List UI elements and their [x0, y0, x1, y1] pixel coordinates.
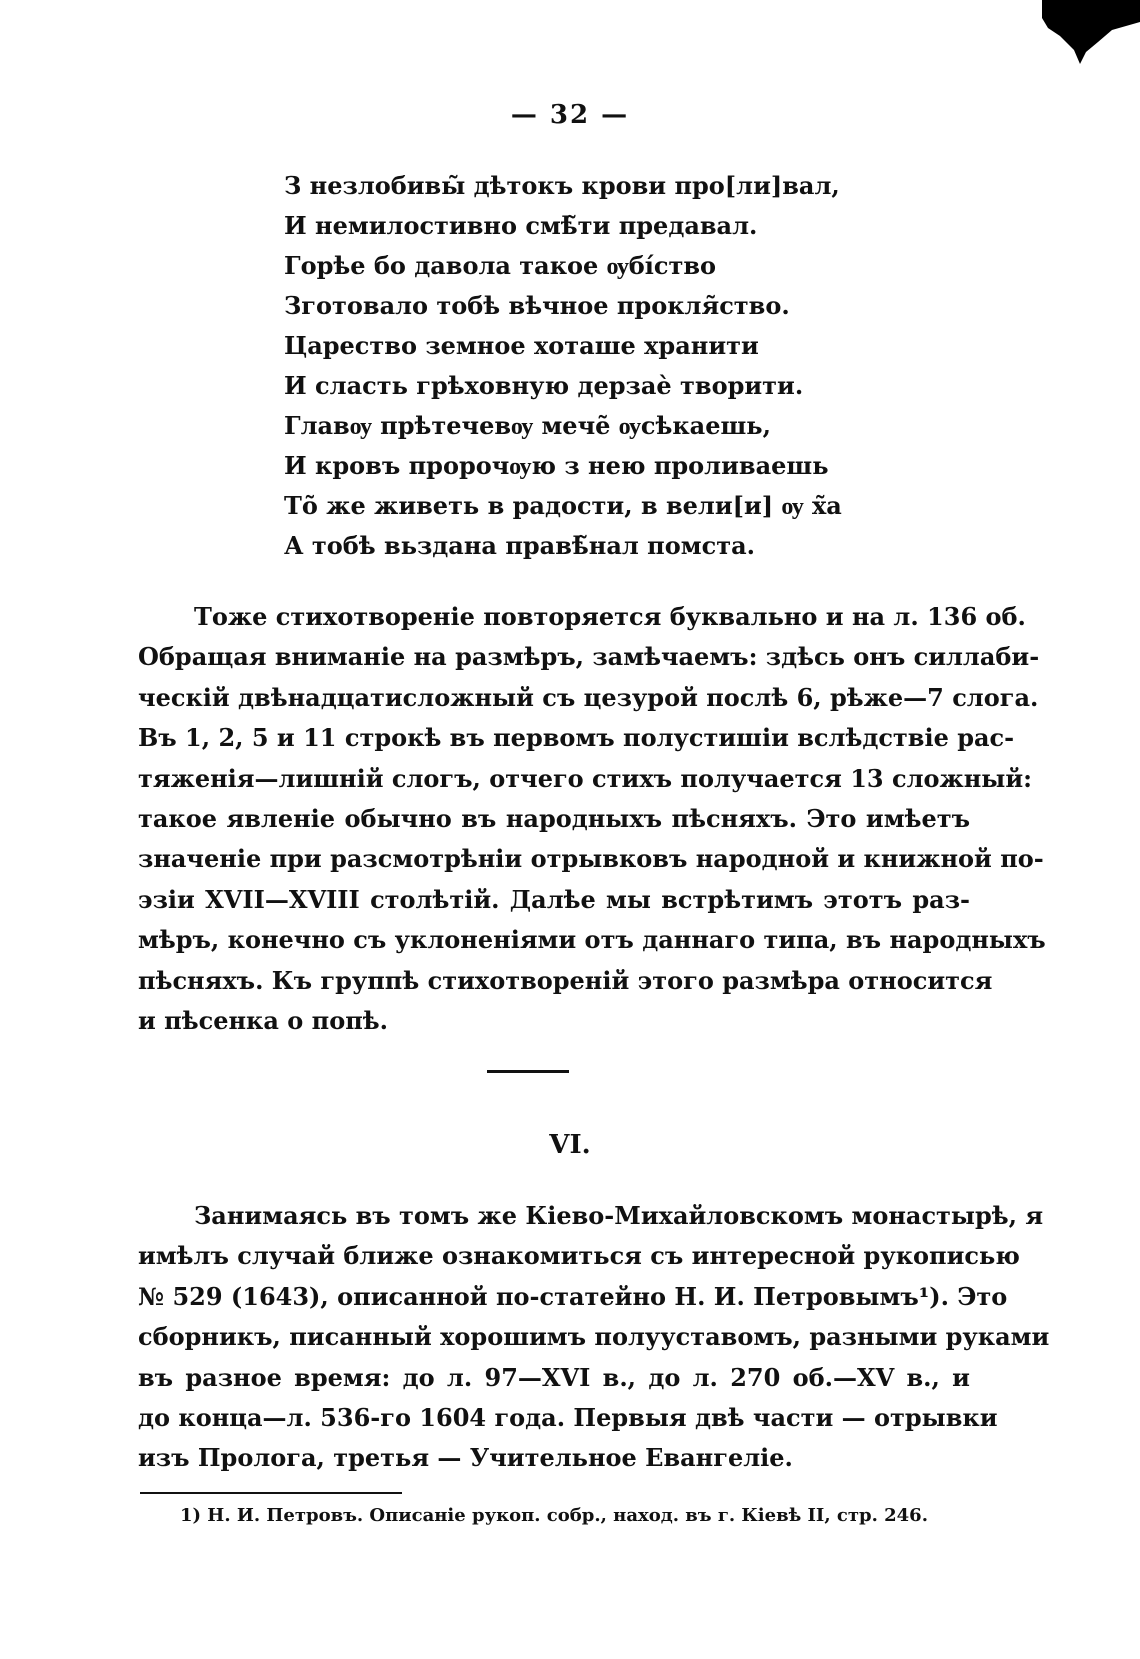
poem-line: Царество земное хоташе хранити: [284, 331, 759, 360]
poem: [284, 166, 904, 566]
paragraph-line: Въ 1, 2, 5 и 11 строкѣ въ первомъ полустишіи вслѣдствіе рас-: [138, 723, 1015, 753]
poem-line: Горѣе бо давола такое ѹбі́ство: [284, 251, 717, 280]
paragraph-line: № 529 (1643), описанной по-статейно Н. И. Петровымъ¹). Это: [138, 1281, 1008, 1311]
paragraph-line: имѣлъ случай ближе ознакомиться съ интересной рукописью: [138, 1241, 1020, 1271]
poem-line: З незлобивы̃ дѣтокъ крови про[ли]вал,: [284, 171, 840, 200]
poem-line: И немилостивно смѣ̃ти предавал.: [284, 211, 758, 240]
paragraph-line: Обращая вниманіе на размѣръ, замѣчаемъ: здѣсь онъ силлаби-: [138, 642, 1040, 672]
paragraph-meter-analysis: [138, 597, 1046, 1041]
paragraph-line: значеніе при разсмотрѣніи отрывковъ народной и книжной по-: [138, 844, 1044, 874]
poem-line: И сласть грѣховную дерзаѐ творити.: [284, 371, 804, 400]
paragraph-line: и пѣсенка о попѣ.: [138, 1005, 389, 1035]
paragraph-line: Тоже стихотвореніе повторяется буквально и на л. 136 об.: [194, 602, 1026, 631]
footnote-divider: [140, 1492, 402, 1494]
poem-line: А тобѣ вьздана правѣ̃нал помста.: [284, 531, 755, 560]
paragraph-line: въ разное время: до л. 97—XVI в., до л. 270 об.—XV в., и: [138, 1362, 970, 1392]
poem-line: То̃ же живеть в радости, в вели[и] ѹ х̃а: [284, 491, 842, 520]
poem-line: Главѹ прѣтечевѹ мече̃ ѹсѣкаешь,: [284, 411, 771, 440]
poem-line: И кровъ пророчѹю з нею проливаешь: [284, 451, 829, 480]
paragraph-line: сборникъ, писанный хорошимъ полууставомъ, разными руками: [138, 1322, 1050, 1352]
paragraph-line: мѣръ, конечно съ уклоненіями отъ даннаго типа, въ народныхъ: [138, 925, 1046, 955]
paragraph-manuscript: [138, 1196, 1050, 1479]
page-number: — 32 —: [510, 100, 630, 130]
paragraph-line: такое явленіе обычно въ народныхъ пѣсняхъ. Это имѣетъ: [138, 803, 970, 833]
paragraph-line: тяженія—лишній слогъ, отчего стихъ получается 13 сложный:: [138, 763, 1033, 793]
scan-corner-mark: [1020, 0, 1140, 64]
paragraph-line: ческій двѣнадцатисложный съ цезурой послѣ 6, рѣже—7 слога.: [138, 682, 1039, 712]
paragraph-line: до конца—л. 536-го 1604 года. Первыя двѣ части — отрывки: [138, 1402, 998, 1432]
paragraph-line: изъ Пролога, третья — Учительное Евангеліе.: [138, 1443, 793, 1473]
footnote: 1) Н. И. Петровъ. Описаніе рукоп. собр., наход. въ г. Кіевѣ II, стр. 246.: [180, 1505, 928, 1526]
paragraph-line: эзіи XVII—XVIII столѣтій. Далѣе мы встрѣтимъ этотъ раз-: [138, 884, 970, 914]
poem-line: Зготовало тобѣ вѣчное прокля̃ство.: [284, 291, 790, 320]
paragraph-line: пѣсняхъ. Къ группѣ стихотвореній этого размѣра относится: [138, 965, 993, 995]
paragraph-line: Занимаясь въ томъ же Кіево-Михайловскомъ монастырѣ, я: [194, 1201, 1044, 1230]
section-heading: VI.: [549, 1130, 591, 1160]
section-divider: [487, 1070, 569, 1073]
